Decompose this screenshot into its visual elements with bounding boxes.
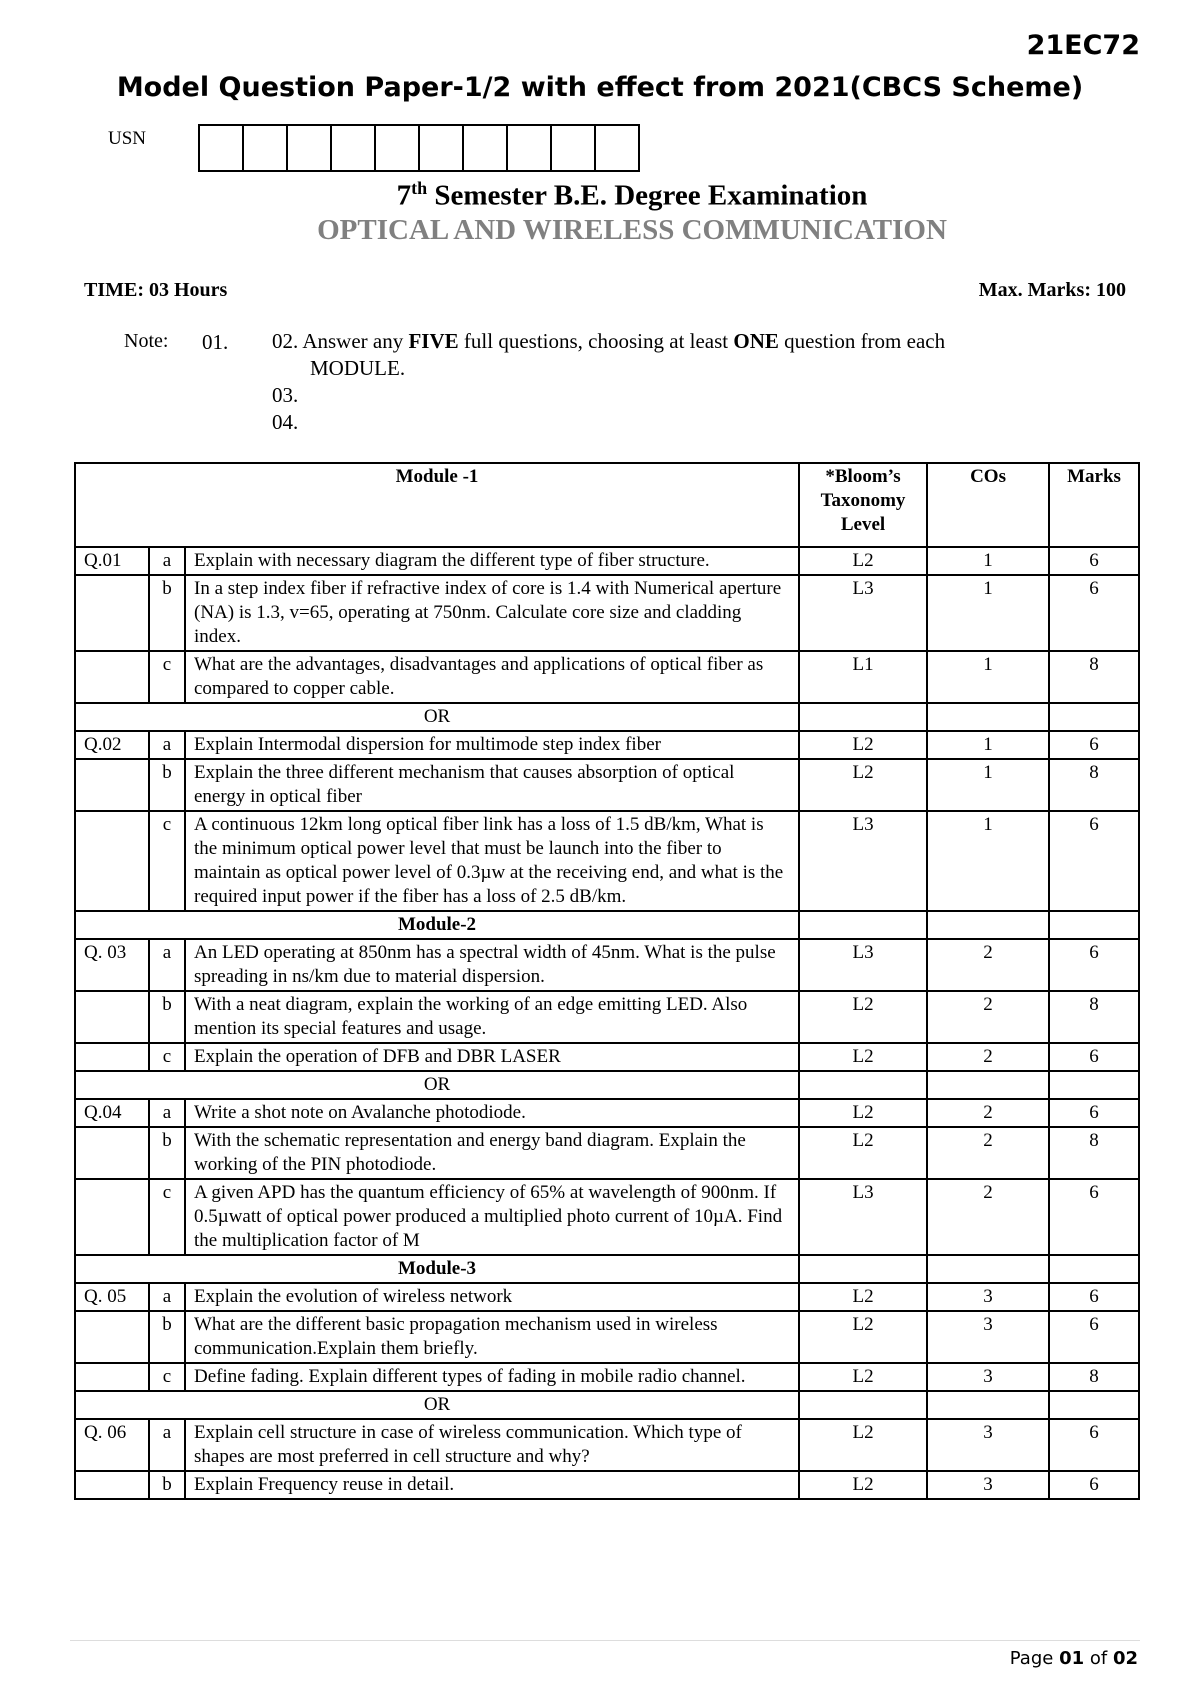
co-value: 3 [927, 1471, 1049, 1499]
sub-question: a [149, 547, 185, 575]
question-number [75, 759, 149, 811]
co-value: 3 [927, 1311, 1049, 1363]
question-number [75, 1043, 149, 1071]
co-value: 3 [927, 1363, 1049, 1391]
note-02-five: FIVE [408, 329, 459, 353]
usn-box[interactable] [242, 124, 288, 172]
co-value: 2 [927, 1099, 1049, 1127]
empty-cell [927, 1255, 1049, 1283]
note-02 [272, 328, 945, 355]
usn-boxes [200, 124, 640, 172]
marks-value: 6 [1049, 939, 1139, 991]
blooms-level: L2 [799, 731, 927, 759]
page-total: 02 [1112, 1648, 1138, 1669]
module-heading: Module -1 [75, 463, 799, 547]
sub-question: b [149, 991, 185, 1043]
sub-question: a [149, 939, 185, 991]
page-prefix: Page [1009, 1648, 1060, 1669]
question-text: Explain the three different mechanism that causes absorption of optical energy in optical fiber [185, 759, 799, 811]
question-number [75, 1363, 149, 1391]
note-03: 03. [272, 383, 299, 407]
note-label: Note: [124, 330, 169, 352]
blooms-level: L2 [799, 1283, 927, 1311]
marks-value: 6 [1049, 1471, 1139, 1499]
empty-cell [1049, 1071, 1139, 1099]
sub-question: b [149, 1127, 185, 1179]
co-value: 1 [927, 547, 1049, 575]
sub-question: a [149, 1419, 185, 1471]
usn-box[interactable] [462, 124, 508, 172]
question-number: Q.04 [75, 1099, 149, 1127]
page-of: of [1084, 1648, 1113, 1669]
sub-question: b [149, 1311, 185, 1363]
blooms-level: L2 [799, 1099, 927, 1127]
usn-box[interactable] [286, 124, 332, 172]
sub-question: c [149, 1043, 185, 1071]
table-row [75, 811, 1139, 911]
question-number [75, 1311, 149, 1363]
or-row [75, 1391, 1139, 1419]
table-row [75, 547, 1139, 575]
subject-title: OPTICAL AND WIRELESS COMMUNICATION [317, 214, 947, 246]
paper-title: Model Question Paper-1/2 with effect from 2021(CBCS Scheme) [116, 72, 1084, 103]
usn-box[interactable] [374, 124, 420, 172]
usn-box[interactable] [506, 124, 552, 172]
module-heading: Module-2 [75, 911, 799, 939]
blooms-level: L1 [799, 651, 927, 703]
blooms-level: L3 [799, 1179, 927, 1255]
sub-question: c [149, 651, 185, 703]
or-separator: OR [75, 703, 799, 731]
note-04: 04. [272, 410, 299, 434]
table-row [75, 1043, 1139, 1071]
question-text: Explain Intermodal dispersion for multimode step index fiber [185, 731, 799, 759]
empty-cell [799, 1391, 927, 1419]
question-number [75, 811, 149, 911]
co-value: 3 [927, 1283, 1049, 1311]
marks-value: 6 [1049, 1043, 1139, 1071]
table-row [75, 1099, 1139, 1127]
question-number: Q.01 [75, 547, 149, 575]
question-text: Define fading. Explain different types of fading in mobile radio channel. [185, 1363, 799, 1391]
question-number [75, 1471, 149, 1499]
table-row [75, 1283, 1139, 1311]
question-text: Explain Frequency reuse in detail. [185, 1471, 799, 1499]
footer-divider [70, 1640, 1140, 1641]
sub-question: a [149, 1099, 185, 1127]
question-text: In a step index fiber if refractive index of core is 1.4 with Numerical aperture (NA) is 1.3, v=65, operating at 750nm. Calculate core size and cladding index. [185, 575, 799, 651]
table-row [75, 1311, 1139, 1363]
question-number [75, 991, 149, 1043]
empty-cell [927, 1391, 1049, 1419]
question-number [75, 1179, 149, 1255]
blooms-level: L3 [799, 811, 927, 911]
note-02-mid: full questions, choosing at least [458, 329, 734, 353]
table-row [75, 1419, 1139, 1471]
marks-value: 8 [1049, 991, 1139, 1043]
empty-cell [799, 1071, 927, 1099]
question-text: What are the advantages, disadvantages and applications of optical fiber as compared to copper cable. [185, 651, 799, 703]
subject-code: 21EC72 [1026, 30, 1140, 61]
note-02-prefix: 02. Answer any [272, 329, 409, 353]
page-current: 01 [1059, 1648, 1085, 1669]
blooms-level: L2 [799, 1363, 927, 1391]
empty-cell [927, 703, 1049, 731]
sub-question: c [149, 1179, 185, 1255]
max-marks: Max. Marks: 100 [978, 279, 1126, 301]
table-row [75, 939, 1139, 991]
co-value: 2 [927, 1179, 1049, 1255]
co-value: 2 [927, 1043, 1049, 1071]
marks-value: 6 [1049, 1099, 1139, 1127]
sub-question: c [149, 1363, 185, 1391]
table-row [75, 991, 1139, 1043]
question-number: Q.02 [75, 731, 149, 759]
empty-cell [799, 1255, 927, 1283]
question-text: What are the different basic propagation mechanism used in wireless communication.Explain them briefly. [185, 1311, 799, 1363]
question-number: Q. 06 [75, 1419, 149, 1471]
question-text: A continuous 12km long optical fiber link has a loss of 1.5 dB/km, What is the minimum optical power level that must be launch into the fiber to maintain as optical power level of 0.3µw at the receiving end, and what is the required input power if the fiber has a loss of 2.5 dB/km. [185, 811, 799, 911]
module-row [75, 911, 1139, 939]
co-value: 3 [927, 1419, 1049, 1471]
blooms-level: L2 [799, 547, 927, 575]
question-number: Q. 03 [75, 939, 149, 991]
question-number [75, 1127, 149, 1179]
empty-cell [1049, 1391, 1139, 1419]
table-row [75, 1127, 1139, 1179]
semester-text: Semester B.E. Degree Examination [427, 179, 868, 212]
blooms-level: L2 [799, 1127, 927, 1179]
blooms-level: L2 [799, 759, 927, 811]
marks-value: 6 [1049, 547, 1139, 575]
table-row [75, 759, 1139, 811]
module-row [75, 1255, 1139, 1283]
blooms-level: L2 [799, 1471, 927, 1499]
co-value: 1 [927, 731, 1049, 759]
table-header-row [75, 463, 1139, 547]
or-separator: OR [75, 1391, 799, 1419]
blooms-level: L2 [799, 1419, 927, 1471]
sub-question: a [149, 731, 185, 759]
co-value: 1 [927, 651, 1049, 703]
co-value: 1 [927, 759, 1049, 811]
usn-box[interactable] [550, 124, 596, 172]
question-text: With the schematic representation and energy band diagram. Explain the working of the PIN photodiode. [185, 1127, 799, 1179]
empty-cell [799, 703, 927, 731]
co-value: 2 [927, 991, 1049, 1043]
table-row [75, 1471, 1139, 1499]
sub-question: c [149, 811, 185, 911]
marks-value: 8 [1049, 1363, 1139, 1391]
empty-cell [1049, 911, 1139, 939]
question-number [75, 651, 149, 703]
question-text: An LED operating at 850nm has a spectral width of 45nm. What is the pulse spreading in ns/km due to material dispersion. [185, 939, 799, 991]
empty-cell [927, 1071, 1049, 1099]
marks-value: 6 [1049, 1311, 1139, 1363]
question-text: Explain the operation of DFB and DBR LASER [185, 1043, 799, 1071]
exam-time: TIME: 03 Hours [84, 279, 228, 301]
co-value: 1 [927, 575, 1049, 651]
usn-box[interactable] [418, 124, 464, 172]
blooms-level: L2 [799, 1043, 927, 1071]
blooms-level: L2 [799, 991, 927, 1043]
question-number [75, 575, 149, 651]
blooms-level: L2 [799, 1311, 927, 1363]
usn-box[interactable] [330, 124, 376, 172]
or-row [75, 703, 1139, 731]
blooms-heading: *Bloom’s Taxonomy Level [799, 463, 927, 547]
note-list [272, 328, 945, 436]
sub-question: b [149, 1471, 185, 1499]
table-row [75, 651, 1139, 703]
marks-heading: Marks [1049, 463, 1139, 547]
co-value: 2 [927, 939, 1049, 991]
note-02-suffix: question from each [778, 329, 946, 353]
page-number [1010, 1648, 1138, 1669]
marks-value: 6 [1049, 1179, 1139, 1255]
sub-question: b [149, 575, 185, 651]
table-row [75, 731, 1139, 759]
semester-suffix: th [411, 178, 428, 198]
usn-box[interactable] [594, 124, 640, 172]
semester-heading [0, 178, 1200, 213]
question-table [74, 462, 1140, 1500]
marks-value: 8 [1049, 651, 1139, 703]
semester-number: 7 [396, 179, 412, 212]
question-text: Explain the evolution of wireless network [185, 1283, 799, 1311]
table-row [75, 1363, 1139, 1391]
question-number: Q. 05 [75, 1283, 149, 1311]
empty-cell [1049, 703, 1139, 731]
co-value: 1 [927, 811, 1049, 911]
usn-label: USN [108, 128, 147, 149]
marks-value: 8 [1049, 759, 1139, 811]
or-separator: OR [75, 1071, 799, 1099]
empty-cell [1049, 1255, 1139, 1283]
table-row [75, 1179, 1139, 1255]
marks-value: 6 [1049, 811, 1139, 911]
cos-heading: COs [927, 463, 1049, 547]
marks-value: 6 [1049, 731, 1139, 759]
question-text: Explain cell structure in case of wireless communication. Which type of shapes are most preferred in cell structure and why? [185, 1419, 799, 1471]
empty-cell [927, 911, 1049, 939]
or-row [75, 1071, 1139, 1099]
empty-cell [799, 911, 927, 939]
note-02-one: ONE [733, 329, 779, 353]
marks-value: 6 [1049, 575, 1139, 651]
marks-value: 6 [1049, 1419, 1139, 1471]
note-02-module: MODULE. [310, 356, 406, 380]
sub-question: b [149, 759, 185, 811]
co-value: 2 [927, 1127, 1049, 1179]
sub-question: a [149, 1283, 185, 1311]
question-text: Write a shot note on Avalanche photodiode. [185, 1099, 799, 1127]
blooms-level: L3 [799, 939, 927, 991]
question-text: A given APD has the quantum efficiency of 65% at wavelength of 900nm. If 0.5µwatt of optical power produced a multiplied photo current of 10µA. Find the multiplication factor of M [185, 1179, 799, 1255]
question-text: Explain with necessary diagram the different type of fiber structure. [185, 547, 799, 575]
marks-value: 6 [1049, 1283, 1139, 1311]
module-heading: Module-3 [75, 1255, 799, 1283]
question-text: With a neat diagram, explain the working of an edge emitting LED. Also mention its special features and usage. [185, 991, 799, 1043]
usn-box[interactable] [198, 124, 244, 172]
table-row [75, 575, 1139, 651]
marks-value: 8 [1049, 1127, 1139, 1179]
blooms-level: L3 [799, 575, 927, 651]
note-01: 01. [202, 330, 229, 354]
